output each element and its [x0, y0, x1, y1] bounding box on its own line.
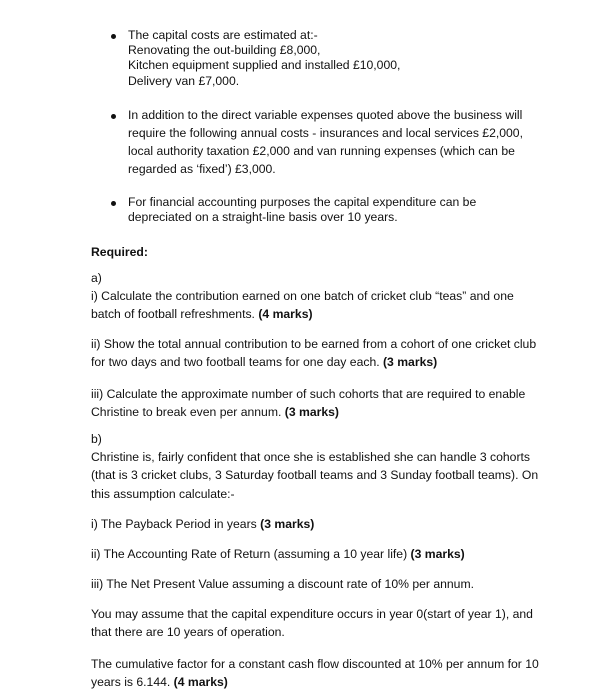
- question-text: ii) Show the total annual contribution to be earned from a cohort of one cricket club: [91, 337, 537, 351]
- question-text: i) The Payback Period in years: [91, 517, 257, 531]
- question-text-end: [91, 403, 561, 421]
- bullet-line: Renovating the out-building £8,000,: [128, 43, 321, 58]
- bullet-line: local authority taxation £2,000 and van running expenses (which can be: [128, 143, 515, 158]
- bullet-line: regarded as ‘fixed’) £3,000.: [128, 161, 276, 176]
- bullet-depreciation: [128, 195, 476, 225]
- bullet-line: Kitchen equipment supplied and installed £10,000,: [128, 58, 401, 73]
- question-text: iii) The Net Present Value assuming a discount rate of 10% per annum.: [91, 577, 474, 591]
- required-heading: Required:: [91, 245, 148, 259]
- question-text: ii) The Accounting Rate of Return (assuming a 10 year life): [91, 547, 408, 561]
- discount-factor-note: [91, 655, 561, 692]
- bullet-line: require the following annual costs - insurances and local services £2,000,: [128, 125, 523, 140]
- question-b-i: [91, 515, 561, 533]
- question-b-ii: [91, 545, 561, 563]
- question-text: Christine to break even per annum.: [91, 405, 282, 420]
- bullet-line: Delivery van £7,000.: [128, 73, 240, 88]
- marks-label: (3 marks): [260, 517, 315, 531]
- marks-label: (3 marks): [383, 355, 438, 370]
- note-text-end: [91, 673, 561, 691]
- bullet-line: In addition to the direct variable expenses quoted above the business will: [128, 108, 523, 122]
- bullet-dot: [111, 201, 116, 206]
- part-b-label: b): [91, 432, 102, 446]
- marks-label: (3 marks): [284, 405, 339, 420]
- question-text: batch of football refreshments.: [91, 307, 255, 322]
- intro-text: Christine is, fairly confident that once she is established she can handle 3 cohorts: [91, 450, 530, 464]
- note-text: The cumulative factor for a constant cash flow discounted at 10% per annum for 10: [91, 657, 539, 671]
- bullet-line: For financial accounting purposes the capital expenditure can be: [128, 195, 477, 209]
- question-text-end: [91, 545, 561, 563]
- question-text-end: [91, 515, 561, 533]
- intro-text: this assumption calculate:-: [91, 486, 235, 501]
- assumption-note: [91, 605, 561, 642]
- note-text: You may assume that the capital expenditure occurs in year 0(start of year 1), and: [91, 607, 533, 621]
- bullet-line: The capital costs are estimated at:-: [128, 28, 318, 42]
- bullet-line: depreciated on a straight-line basis over 10 years.: [128, 210, 398, 225]
- question-a-i: [91, 287, 561, 324]
- question-text-end: [91, 353, 561, 371]
- question-text: i) Calculate the contribution earned on one batch of cricket club “teas” and one: [91, 289, 514, 303]
- question-a-iii: [91, 385, 561, 422]
- marks-label: (4 marks): [258, 307, 313, 322]
- note-text: that there are 10 years of operation.: [91, 625, 285, 640]
- bullet-capital-costs: [128, 28, 400, 89]
- note-text: years is 6.144.: [91, 675, 171, 690]
- bullet-dot: [111, 114, 116, 119]
- intro-text: (that is 3 cricket clubs, 3 Saturday football teams and 3 Sunday football teams). On: [91, 468, 539, 483]
- part-a-label: a): [91, 271, 102, 285]
- marks-label: (4 marks): [173, 675, 228, 690]
- question-b-iii: [91, 575, 561, 593]
- question-a-ii: [91, 335, 561, 372]
- question-text: for two days and two football teams for one day each.: [91, 355, 380, 370]
- bullet-dot: [111, 34, 116, 39]
- question-text: iii) Calculate the approximate number of such cohorts that are required to enable: [91, 387, 526, 401]
- marks-label: (3 marks): [410, 547, 465, 561]
- question-text-end: [91, 305, 561, 323]
- bullet-annual-costs: [128, 107, 523, 179]
- part-b-intro: [91, 448, 561, 503]
